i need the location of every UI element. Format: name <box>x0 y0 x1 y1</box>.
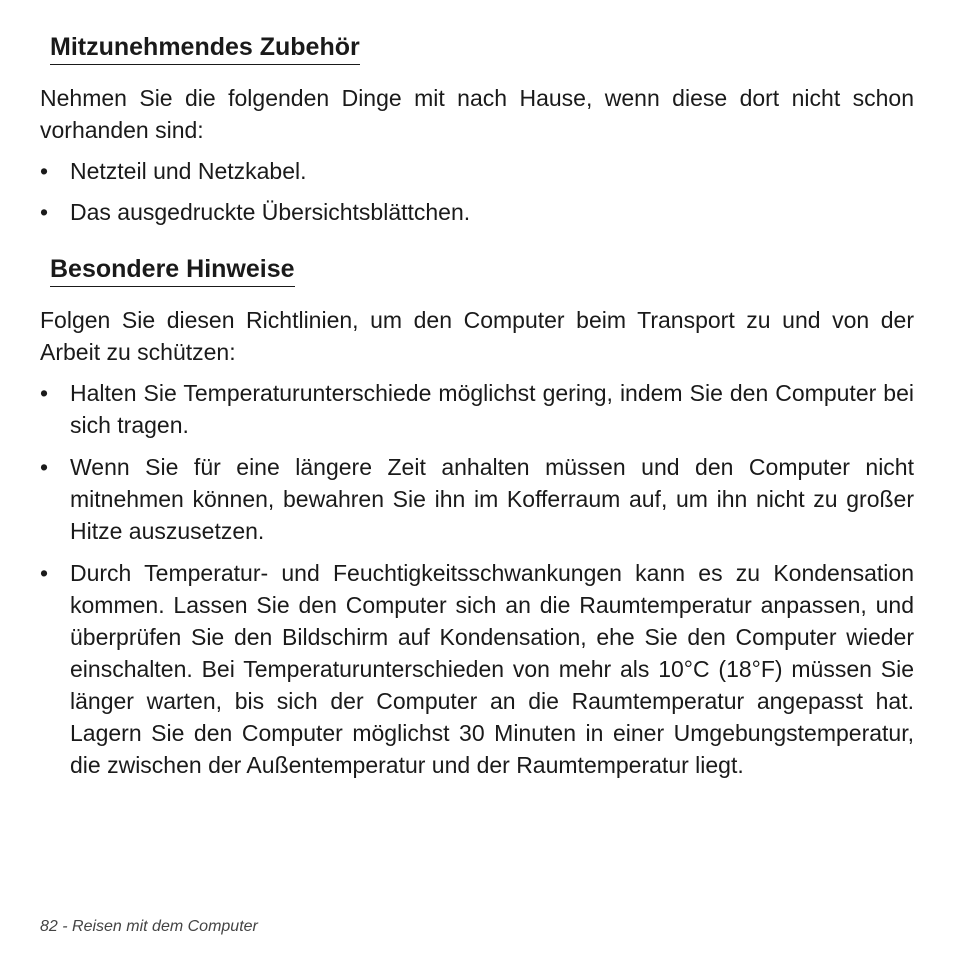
bullet-icon: • <box>40 158 49 184</box>
notes-list <box>40 377 914 781</box>
list-item-text: Wenn Sie für eine längere Zeit anhalten müssen und den Computer nicht mitnehmen können, bewahren Sie ihn im Kofferraum auf, um ihn nicht zu großer Hitze auszusetzen. <box>70 454 914 544</box>
section-intro-accessories: Nehmen Sie die folgenden Dinge mit nach Hause, wenn diese dort nicht schon vorhanden sind: <box>40 85 914 143</box>
list-item-text: Netzteil und Netzkabel. <box>70 158 307 184</box>
section-intro-notes: Folgen Sie diesen Richtlinien, um den Computer beim Transport zu und von der Arbeit zu schützen: <box>40 307 914 365</box>
bullet-icon: • <box>40 199 49 225</box>
section-heading-notes: Besondere Hinweise <box>50 254 295 287</box>
list-item-text: Durch Temperatur- und Feuchtigkeitsschwankungen kann es zu Kondensation kommen. Lassen Sie den Computer sich an die Raumtemperatur anpassen, und überprüfen Sie den Bildschirm auf Kondensation, ehe Sie den Computer wieder einschalten. Bei Temperaturunterschieden von mehr als 10°C (18°F) müssen Sie länger warten, bis sich der Computer an die Raumtemperatur angepasst hat. Lagern Sie den Computer möglichst 30 Minuten in einer Umgebungstemperatur, die zwischen der Außentemperatur und der Raumtemperatur liegt. <box>70 560 914 778</box>
list-item <box>40 377 914 441</box>
section-heading-accessories: Mitzunehmendes Zubehör <box>50 32 360 65</box>
list-item <box>40 196 914 228</box>
list-item <box>40 155 914 187</box>
list-item-text: Halten Sie Temperaturunterschiede möglichst gering, indem Sie den Computer bei sich tragen. <box>70 380 914 438</box>
page-footer: 82 - Reisen mit dem Computer <box>40 918 258 935</box>
accessories-list <box>40 155 914 228</box>
list-item <box>40 557 914 781</box>
bullet-icon: • <box>40 380 49 406</box>
bullet-icon: • <box>40 454 49 480</box>
list-item <box>40 451 914 547</box>
list-item-text: Das ausgedruckte Übersichtsblättchen. <box>70 199 471 225</box>
bullet-icon: • <box>40 560 49 586</box>
